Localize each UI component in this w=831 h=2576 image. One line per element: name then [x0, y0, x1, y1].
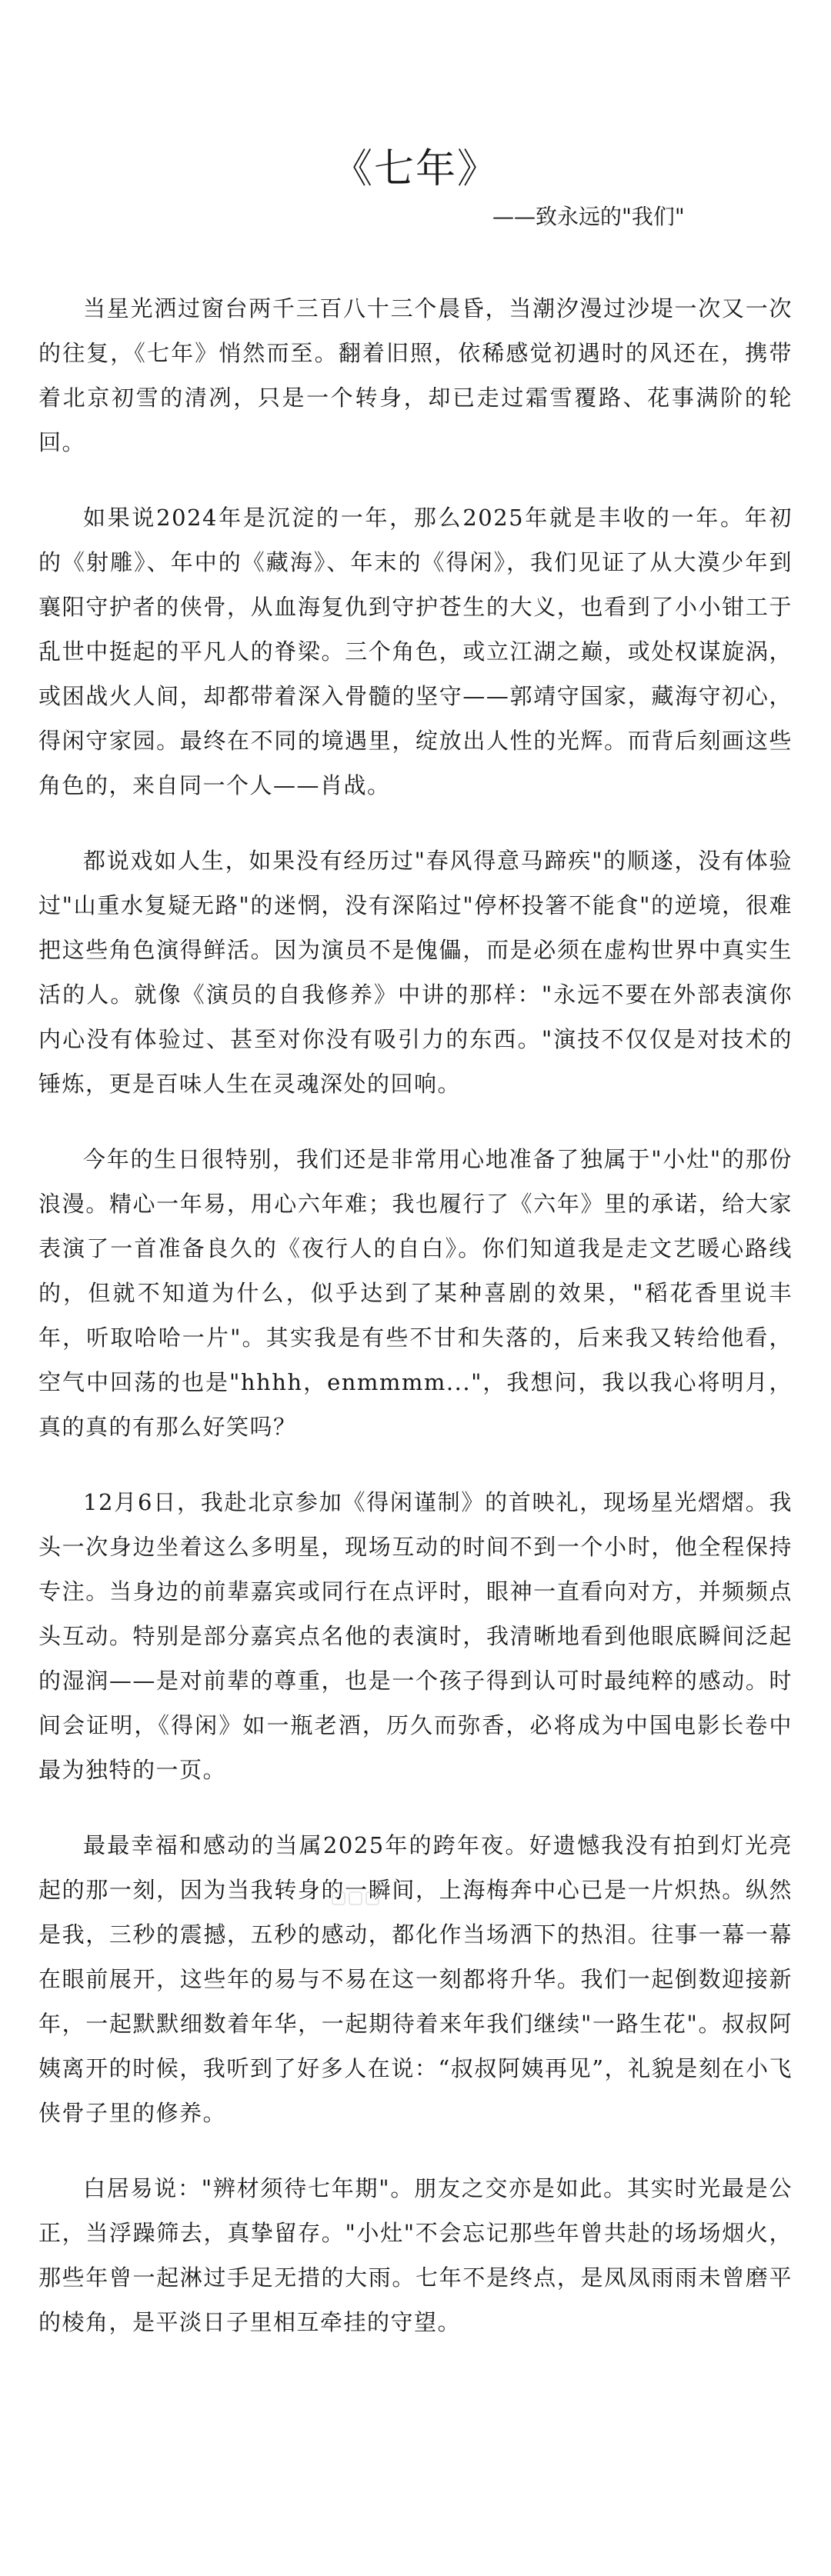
article-title: 《七年》 [332, 145, 499, 192]
paragraph-4: 今年的生日很特别，我们还是非常用心地准备了独属于"小灶"的那份浪漫。精心一年易，用心六年难；我也履行了《六年》里的承诺，给大家表演了一首准备良久的《夜行人的自白》。你们知道我是走文艺暖心路线的，但就不知道为什么，似乎达到了某种喜剧的效果，"稻花香里说丰年，听取哈哈一片"。其实我是有些不甘和失落的，后来我又转给他看，空气中回荡的也是"hhhh，enmmmm..."，我想问，我以我心将明月，真的真的有那么好笑吗？ [38, 1146, 793, 1440]
paragraph-7: 白居易说："辨材须待七年期"。朋友之交亦是如此。其实时光最是公正，当浮躁筛去，真挚留存。"小灶"不会忘记那些年曾共赴的场场烟火，那些年曾一起淋过手足无措的大雨。七年不是终点，是凤凤雨雨未曾磨平的棱角，是平淡日子里相互牵挂的守望。 [38, 2175, 793, 2335]
article-subtitle: ——致永远的"我们" [492, 204, 685, 229]
paragraph-2: 如果说2024年是沉淀的一年，那么2025年就是丰收的一年。年初的《射雕》、年中的《藏海》、年末的《得闲》，我们见证了从大漠少年到襄阳守护者的侠骨，从血海复仇到守护苍生的大义，也看到了小小钳工于乱世中挺起的平凡人的脊梁。三个角色，或立江湖之巅，或处权谋旋涡，或困战火人间，却都带着深入骨髓的坚守——郭靖守国家，藏海守初心，得闲守家园。最终在不同的境遇里，绽放出人性的光辉。而背后刻画这些角色的，来自同一个人——肖战。 [38, 505, 793, 798]
paragraph-3: 都说戏如人生，如果没有经历过"春风得意马蹄疾"的顺遂，没有体验过"山重水复疑无路"的迷惘，没有深陷过"停杯投箸不能食"的逆境，很难把这些角色演得鲜活。因为演员不是傀儡，而是必须在虚构世界中真实生活的人。就像《演员的自我修养》中讲的那样："永远不要在外部表演你内心没有体验过、甚至对你没有吸引力的东西。"演技不仅仅是对技术的锤炼，更是百味人生在灵魂深处的回响。 [38, 848, 793, 1097]
paragraph-1: 当星光洒过窗台两千三百八十三个晨昏，当潮汐漫过沙堤一次又一次的往复，《七年》悄然而至。翻着旧照，依稀感觉初遇时的风还在，携带着北京初雪的清冽，只是一个转身，却已走过霜雪覆路、花事满阶的轮回。 [38, 295, 793, 455]
paragraph-6: 最最幸福和感动的当属2025年的跨年夜。好遗憾我没有拍到灯光亮起的那一刻，因为当我转身的一瞬间，上海梅奔中心已是一片炽热。纵然是我，三秒的震撼，五秒的感动，都化作当场洒下的热泪。往事一幕一幕在眼前展开，这些年的易与不易在这一刻都将升华。我们一起倒数迎接新年，一起默默细数着年华，一起期待着来年我们继续"一路生花"。叔叔阿姨离开的时候，我听到了好多人在说：“叔叔阿姨再见”，礼貌是刻在小飞侠骨子里的修养。 [38, 1832, 793, 2126]
article-body [38, 286, 793, 2375]
paragraph-5: 12月6日，我赴北京参加《得闲谨制》的首映礼，现场星光熠熠。我头一次身边坐着这么多明星，现场互动的时间不到一个小时，他全程保持专注。当身边的前辈嘉宾或同行在点评时，眼神一直看向对方，并频频点头互动。特别是部分嘉宾点名他的表演时，我清晰地看到他眼底瞬间泛起的湿润——是对前辈的尊重，也是一个孩子得到认可时最纯粹的感动。时间会证明，《得闲》如一瓶老酒，历久而弥香，必将成为中国电影长卷中最为独特的一页。 [38, 1489, 793, 1783]
watermark-icon [331, 1889, 380, 1911]
